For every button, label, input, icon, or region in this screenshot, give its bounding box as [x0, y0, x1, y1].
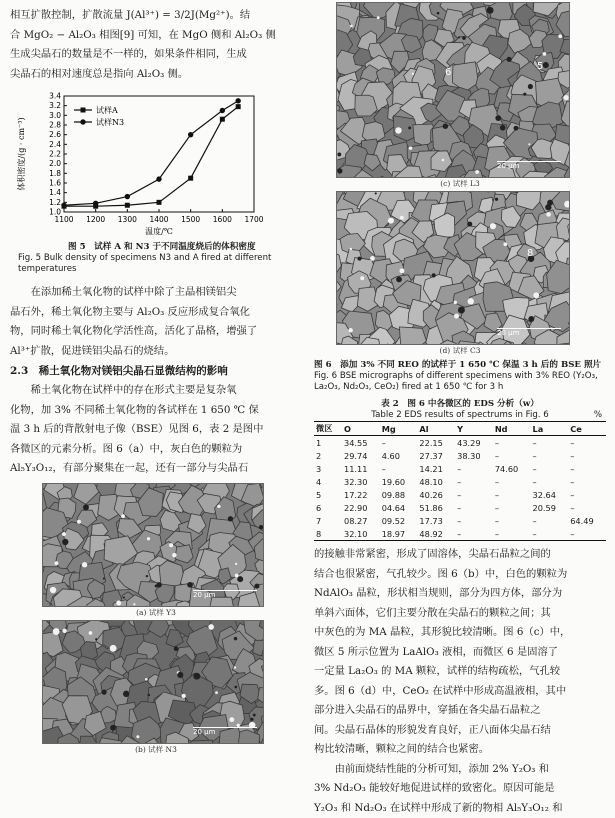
y-tick-label: 1.8	[49, 169, 61, 178]
table-cell: –	[455, 475, 493, 488]
micrograph-a	[42, 483, 264, 607]
paragraph-diffusion	[10, 6, 302, 84]
x-axis-label: 温度/℃	[145, 226, 173, 236]
scale-bar: 20 μm	[497, 165, 561, 170]
text-line: 由前面烧结性能的分析可知，添加 2% Y₂O₃ 和	[314, 760, 606, 780]
table-row	[314, 436, 606, 450]
x-tick-label: 1300	[118, 215, 137, 224]
fig6-caption-cn: 图 6 添加 3% 不同 REO 的试样于 1 650 ℃ 保温 3 h 后的 BSE 照片	[314, 360, 606, 371]
table-cell: 18.97	[380, 527, 418, 541]
text-line: 生成尖晶石的数量是不一样的，如果条件相同，生成	[10, 45, 302, 65]
text-line: 微区 5 所示位置为 LaAlO₃ 液相，而微区 6 是固溶了	[314, 643, 606, 663]
table-cell: –	[455, 462, 493, 475]
data-point	[157, 200, 162, 205]
fig5-caption-en: Fig. 5 Bulk density of specimens N3 and A fired at different temperatures	[18, 253, 302, 275]
table-row	[314, 527, 606, 541]
table-cell: 4	[314, 475, 342, 488]
text-line: Al₅Y₃O₁₂，有部分聚集在一起，还有一部分与尖晶石	[10, 459, 302, 479]
table-cell: 2	[314, 449, 342, 462]
text-line: 结合也很紧密，气孔较少。图 6（b）中，白色的颗粒为	[314, 565, 606, 585]
table-cell: 14.21	[417, 462, 455, 475]
data-point	[188, 176, 193, 181]
table-header-cell: Al	[417, 422, 455, 436]
legend-label: 试样N3	[96, 117, 124, 127]
table-cell: 7	[314, 514, 342, 527]
table-cell: –	[568, 488, 606, 501]
table-row	[314, 488, 606, 501]
table-row	[314, 449, 606, 462]
text-line: 尖晶石的相对速度总是指向 Al₂O₃ 侧。	[10, 65, 302, 85]
text-line: 合 MgO₂ − Al₂O₃ 相图[9] 可知，在 MgO 侧和 Al₂O₃ 侧	[10, 26, 302, 46]
y-tick-label: 3.4	[49, 92, 61, 101]
table-cell: 6	[314, 501, 342, 514]
y-axis-label: 体积密度/(g · cm⁻³)	[16, 117, 26, 190]
table-cell: –	[493, 475, 531, 488]
text-line: 的接触非常紧密，形成了固溶体，尖晶石晶粒之间的	[314, 545, 606, 565]
table-header-row	[314, 422, 606, 436]
table-cell: 09.52	[380, 514, 418, 527]
data-point	[93, 201, 98, 206]
data-point	[235, 98, 240, 103]
table-cell: –	[493, 449, 531, 462]
scale-bar: 20 μm	[193, 731, 257, 736]
y-tick-label: 2.2	[49, 150, 61, 159]
series-line-n3	[64, 101, 238, 205]
table-cell: 17.22	[342, 488, 380, 501]
y-tick-label: 3.2	[49, 101, 61, 110]
table-cell: –	[531, 462, 569, 475]
left-column	[10, 0, 302, 755]
x-tick-label: 1500	[181, 215, 200, 224]
table-cell: –	[493, 488, 531, 501]
table-cell: 29.74	[342, 449, 380, 462]
table-cell: –	[380, 462, 418, 475]
table-cell: 11.11	[342, 462, 380, 475]
table-cell: –	[531, 527, 569, 541]
region-mark: 8	[527, 248, 533, 259]
x-tick-label: 1100	[54, 215, 73, 224]
table-header-cell: 微区	[314, 422, 342, 436]
table-cell: –	[568, 501, 606, 514]
table-cell: 48.92	[417, 527, 455, 541]
paragraph-rare-earth	[10, 283, 302, 361]
table-cell: –	[493, 436, 531, 450]
y-tick-label: 1.6	[49, 179, 61, 188]
table-cell: –	[493, 514, 531, 527]
y-tick-label: 2.8	[49, 121, 61, 130]
table-cell: 19.60	[380, 475, 418, 488]
micrograph-c	[336, 2, 570, 178]
paragraph-bse	[10, 381, 302, 479]
table-cell: –	[493, 501, 531, 514]
table-header-cell: Mg	[380, 422, 418, 436]
table-header-cell: Ce	[568, 422, 606, 436]
table-cell: 64.49	[568, 514, 606, 527]
table-cell: –	[531, 436, 569, 450]
micrograph-b	[42, 620, 264, 744]
data-point	[156, 176, 161, 181]
table-cell: –	[493, 527, 531, 541]
region-mark: 5	[537, 61, 543, 72]
table-header-cell: Nd	[493, 422, 531, 436]
table-cell: 22.15	[417, 436, 455, 450]
fig5-caption-cn: 图 5 试样 A 和 N3 于不同温度烧后的体积密度	[68, 242, 302, 253]
text-line: 各微区的元素分析。图 6（a）中，灰白色的颗粒为	[10, 440, 302, 460]
table-header-cell: O	[342, 422, 380, 436]
text-line: 物，同时稀土氧化物化学活性高，活化了晶格，增强了	[10, 322, 302, 342]
micrograph-c-caption: (c) 试样 L3	[314, 178, 606, 189]
table-cell: –	[455, 488, 493, 501]
table-cell: –	[568, 475, 606, 488]
text-line: 化物，加 3% 不同稀土氧化物的各试样在 1 650 ℃ 保	[10, 401, 302, 421]
text-line: 在添加稀土氧化物的试样中除了主晶相镁铝尖	[10, 283, 302, 303]
table-cell: 51.86	[417, 501, 455, 514]
table2-title-cn: 表 2 图 6 中各微区的 EDS 分析（w）	[314, 399, 606, 410]
table-cell: –	[380, 436, 418, 450]
table-cell: 32.30	[342, 475, 380, 488]
y-tick-label: 3.0	[49, 111, 61, 120]
text-line: 3% Nd₂O₃ 能较好地促进试样的致密化。原因可能是	[314, 779, 606, 799]
table-cell: 74.60	[493, 462, 531, 475]
y-tick-label: 1.2	[49, 198, 61, 207]
table-cell: 17.73	[417, 514, 455, 527]
data-point	[125, 194, 130, 199]
text-line: 相互扩散控制，扩散流量 J(Al³⁺) = 3/2J(Mg²⁺)。结	[10, 6, 302, 26]
data-point	[188, 132, 193, 137]
table-cell: 1	[314, 436, 342, 450]
table-cell: –	[531, 449, 569, 462]
text-line: 中灰色的为 MA 晶粒，其形貌比较清晰。图 6（c）中，	[314, 623, 606, 643]
fig6-caption-en: Fig. 6 BSE micrographs of different specimens with 3% REO (Y₂O₃, La₂O₃, Nd₂O₃, CeO₂) fired at 1 650 ℃ for 3 h	[314, 371, 606, 393]
table-cell: 34.55	[342, 436, 380, 450]
micrograph-d	[336, 191, 570, 345]
table-cell: 8	[314, 527, 342, 541]
y-tick-label: 1.4	[49, 188, 61, 197]
scale-bar: 20 μm	[497, 332, 561, 337]
text-line: 构比较清晰，颗粒之间的结合也紧密。	[314, 740, 606, 760]
y-tick-label: 2.6	[49, 130, 61, 139]
table-cell: 48.10	[417, 475, 455, 488]
table-cell: 38.30	[455, 449, 493, 462]
y-tick-label: 1.0	[49, 208, 61, 217]
paragraph-bse-discussion	[314, 545, 606, 760]
plot-frame	[64, 96, 254, 212]
table-row	[314, 501, 606, 514]
table-cell: –	[531, 514, 569, 527]
table-cell: 43.29	[455, 436, 493, 450]
data-point	[236, 104, 241, 109]
legend-label: 试样A	[96, 105, 118, 115]
y-tick-label: 2.0	[49, 159, 61, 168]
paragraph-densification	[314, 760, 606, 818]
table-cell: –	[568, 449, 606, 462]
text-line: 间。尖晶石晶体的形貌发育良好，正八面体尖晶石结	[314, 721, 606, 741]
text-line: 一定量 La₂O₃ 的 MA 颗粒，试样的结构疏松，气孔较	[314, 662, 606, 682]
table-cell: –	[455, 514, 493, 527]
table2-unit: %	[594, 410, 602, 421]
table-cell: 08.27	[342, 514, 380, 527]
table-header-cell: La	[531, 422, 569, 436]
text-line: 温 3 h 后的背散射电子像（BSE）见图 6，表 2 是图中	[10, 420, 302, 440]
table-cell: 04.64	[380, 501, 418, 514]
section-heading-2-3: 2.3 稀土氧化物对镁铝尖晶石显微结构的影响	[10, 361, 302, 381]
table-cell: –	[568, 527, 606, 541]
data-point	[61, 203, 66, 208]
table-cell: –	[568, 462, 606, 475]
table-cell: 22.90	[342, 501, 380, 514]
table-cell: 3	[314, 462, 342, 475]
table-cell: 09.88	[380, 488, 418, 501]
region-mark: 6	[445, 67, 451, 78]
table-cell: 32.10	[342, 527, 380, 541]
table-cell: 4.60	[380, 449, 418, 462]
text-line: 晶石外，稀土氧化物主要与 Al₂O₃ 反应形成复合氧化	[10, 303, 302, 323]
x-tick-label: 1700	[244, 215, 263, 224]
table-cell: –	[455, 527, 493, 541]
micrograph-b-caption: (b) 试样 N3	[10, 744, 302, 755]
bulk-density-chart	[10, 90, 302, 240]
table-cell: 27.37	[417, 449, 455, 462]
text-line: 部分进入尖晶石的晶界中，穿插在各尖晶石晶粒之	[314, 701, 606, 721]
y-tick-label: 2.4	[49, 140, 61, 149]
table-cell: –	[531, 475, 569, 488]
table-row	[314, 462, 606, 475]
micrograph-a-caption: (a) 试样 Y3	[10, 607, 302, 618]
x-tick-label: 1200	[86, 215, 105, 224]
table-cell: 20.59	[531, 501, 569, 514]
table-header-cell: Y	[455, 422, 493, 436]
table-cell: –	[568, 436, 606, 450]
text-line: Y₂O₃ 和 Nd₂O₃ 在试样中形成了新的物相 Al₅Y₃O₁₂ 和	[314, 799, 606, 818]
scale-bar: 20 μm	[193, 594, 257, 599]
table-cell: 32.64	[531, 488, 569, 501]
right-column	[314, 0, 606, 818]
text-line: 稀土氧化物在试样中的存在形式主要是复杂氧	[10, 381, 302, 401]
table-row	[314, 514, 606, 527]
data-point	[220, 117, 225, 122]
table-cell: –	[455, 501, 493, 514]
table-row	[314, 475, 606, 488]
text-line: Al³⁺扩散，促进镁铝尖晶石的烧结。	[10, 342, 302, 362]
table2-title-en: Table 2 EDS results of spectrums in Fig. 6	[314, 410, 606, 421]
text-line: NdAlO₃ 晶粒，形状相当规则，部分为四方体，部分为	[314, 584, 606, 604]
text-line: 单斜六面体，它们主要分散在尖晶石的颗粒之间；其	[314, 604, 606, 624]
text-line: 多。图 6（d）中，CeO₂ 在试样中形成高温液相，其中	[314, 682, 606, 702]
data-point	[125, 203, 130, 208]
x-tick-label: 1600	[213, 215, 232, 224]
table-cell: 5	[314, 488, 342, 501]
table-cell: 40.26	[417, 488, 455, 501]
legend-marker	[80, 119, 85, 124]
legend-marker	[81, 108, 86, 113]
eds-table	[314, 421, 606, 541]
data-point	[220, 108, 225, 113]
figure-5	[10, 90, 302, 240]
x-tick-label: 1400	[149, 215, 168, 224]
micrograph-d-caption: (d) 试样 C3	[314, 345, 606, 356]
